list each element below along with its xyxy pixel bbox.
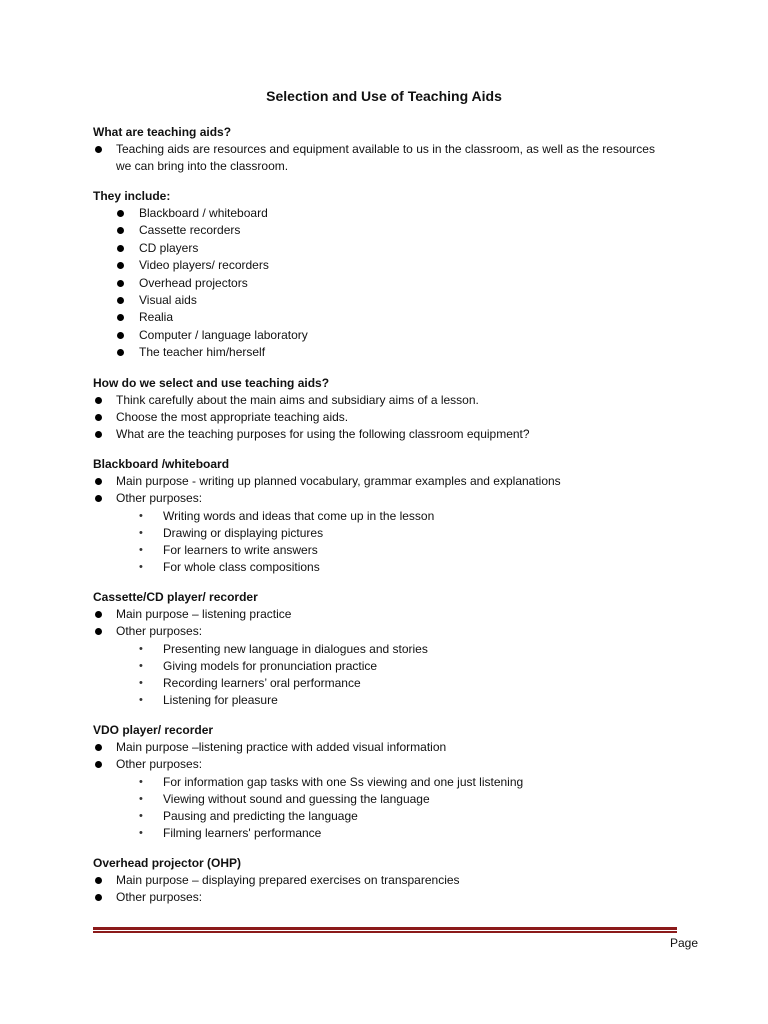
bullet-icon xyxy=(117,210,124,217)
section-heading: What are teaching aids? xyxy=(93,125,232,139)
list-item: Cassette recorders xyxy=(93,222,663,239)
small-bullet-icon: • xyxy=(139,809,143,822)
list-item: Other purposes: xyxy=(93,889,663,906)
section-heading: Overhead projector (OHP) xyxy=(93,855,242,870)
bullet-icon xyxy=(95,894,102,901)
bullet-icon xyxy=(95,414,102,421)
bullet-icon xyxy=(95,478,102,485)
list-item: Visual aids xyxy=(93,292,663,309)
list-item: Other purposes: xyxy=(93,623,663,640)
sub-list-item: • Pausing and predicting the language xyxy=(139,808,358,823)
section-cassette xyxy=(93,589,663,709)
sub-list-item: • Recording learners’ oral performance xyxy=(139,675,361,690)
small-bullet-icon: • xyxy=(139,543,143,556)
document-body xyxy=(93,124,663,919)
document-title: Selection and Use of Teaching Aids xyxy=(266,88,502,104)
small-bullet-icon: • xyxy=(139,509,143,522)
list-item: Overhead projectors xyxy=(93,275,663,292)
sub-list-item: • Filming learners' performance xyxy=(139,825,322,840)
list-item: Realia xyxy=(93,309,663,326)
section-heading: Cassette/CD player/ recorder xyxy=(93,589,258,604)
sub-list-item: • Giving models for pronunciation practice xyxy=(139,658,378,673)
sub-bullet-list xyxy=(93,774,663,842)
bullet-list xyxy=(93,872,663,906)
small-bullet-icon: • xyxy=(139,775,143,788)
bullet-icon xyxy=(95,628,102,635)
bullet-icon xyxy=(117,332,124,339)
section-heading: How do we select and use teaching aids? xyxy=(93,375,330,390)
footer-rule-thin xyxy=(93,931,677,933)
small-bullet-icon: • xyxy=(139,826,143,839)
section-they-include xyxy=(93,188,663,362)
sub-list-item: • Viewing without sound and guessing the language xyxy=(139,791,430,806)
list-item: Blackboard / whiteboard xyxy=(93,205,663,222)
sub-list-item: • Presenting new language in dialogues and stories xyxy=(139,641,428,656)
section-vdo xyxy=(93,722,663,842)
sub-list-item: • Listening for pleasure xyxy=(139,692,278,707)
list-item: Main purpose – displaying prepared exercises on transparencies xyxy=(93,872,663,889)
small-bullet-icon: • xyxy=(139,676,143,689)
list-item: Other purposes: xyxy=(93,490,663,507)
list-item: Main purpose - writing up planned vocabulary, grammar examples and explanations xyxy=(93,473,663,490)
list-item: Computer / language laboratory xyxy=(93,327,663,344)
sub-bullet-list xyxy=(93,641,663,709)
list-item: Other purposes: xyxy=(93,756,663,773)
footer-rule xyxy=(93,927,677,930)
bullet-icon xyxy=(95,431,102,438)
bullet-list xyxy=(93,205,663,362)
bullet-list xyxy=(93,606,663,640)
bullet-list xyxy=(93,739,663,773)
bullet-icon xyxy=(117,227,124,234)
list-item: Video players/ recorders xyxy=(93,257,663,274)
bullet-icon xyxy=(117,297,124,304)
bullet-icon xyxy=(95,744,102,751)
section-blackboard xyxy=(93,456,663,576)
list-item: Main purpose –listening practice with added visual information xyxy=(93,739,663,756)
list-item: Think carefully about the main aims and subsidiary aims of a lesson. xyxy=(93,392,663,409)
bullet-icon xyxy=(117,280,124,287)
bullet-icon xyxy=(95,611,102,618)
list-item: Choose the most appropriate teaching aids. xyxy=(93,409,663,426)
section-heading: They include: xyxy=(93,189,171,203)
bullet-icon xyxy=(117,262,124,269)
small-bullet-icon: • xyxy=(139,526,143,539)
bullet-list xyxy=(93,392,663,443)
small-bullet-icon: • xyxy=(139,659,143,672)
bullet-icon xyxy=(95,146,102,153)
small-bullet-icon: • xyxy=(139,693,143,706)
list-item: Teaching aids are resources and equipment available to us in the classroom, as well as the resources we can bring into the classroom. xyxy=(93,141,663,175)
section-heading: VDO player/ recorder xyxy=(93,722,214,737)
sub-bullet-list xyxy=(93,508,663,576)
list-item: CD players xyxy=(93,240,663,257)
bullet-icon xyxy=(95,495,102,502)
bullet-icon xyxy=(117,349,124,356)
section-heading: Blackboard /whiteboard xyxy=(93,456,230,471)
small-bullet-icon: • xyxy=(139,642,143,655)
section-what-are-teaching-aids xyxy=(93,124,663,175)
small-bullet-icon: • xyxy=(139,560,143,573)
list-item: What are the teaching purposes for using the following classroom equipment? xyxy=(93,426,663,443)
bullet-icon xyxy=(95,877,102,884)
bullet-icon xyxy=(95,397,102,404)
bullet-icon xyxy=(95,761,102,768)
page-number-label: Page xyxy=(670,936,699,950)
sub-list-item: • For whole class compositions xyxy=(139,559,320,574)
sub-list-item: • Writing words and ideas that come up in the lesson xyxy=(139,508,435,523)
sub-list-item: • Drawing or displaying pictures xyxy=(139,525,324,540)
list-item: The teacher him/herself xyxy=(93,344,663,361)
sub-list-item: • For learners to write answers xyxy=(139,542,318,557)
bullet-list xyxy=(93,141,663,175)
list-item: Main purpose – listening practice xyxy=(93,606,663,623)
small-bullet-icon: • xyxy=(139,792,143,805)
bullet-icon xyxy=(117,314,124,321)
section-how-select xyxy=(93,375,663,443)
section-ohp xyxy=(93,855,663,906)
bullet-icon xyxy=(117,245,124,252)
bullet-list xyxy=(93,473,663,507)
sub-list-item: • For information gap tasks with one Ss viewing and one just listening xyxy=(139,774,524,789)
